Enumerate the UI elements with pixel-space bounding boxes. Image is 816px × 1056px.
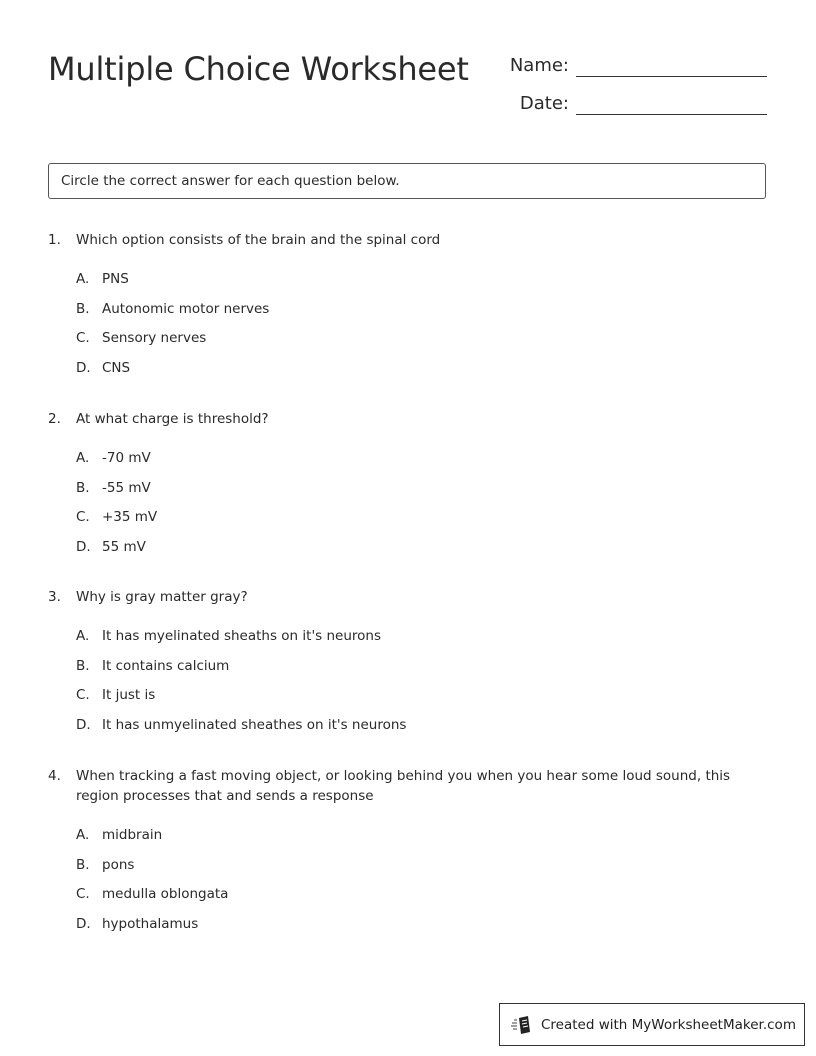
- option-letter: A.: [76, 827, 90, 843]
- question-number: 4.: [48, 768, 61, 784]
- option-text: It just is: [102, 687, 156, 703]
- option-letter: D.: [76, 538, 91, 555]
- question-2: [48, 409, 768, 566]
- options-list: [76, 825, 768, 943]
- name-label: Name:: [509, 55, 569, 76]
- option-text: pons: [102, 856, 135, 873]
- option-letter: C.: [76, 687, 90, 703]
- option-letter: A.: [76, 271, 90, 287]
- option-c: [76, 328, 768, 358]
- option-a: [76, 626, 768, 656]
- option-text: 55 mV: [102, 538, 146, 555]
- name-blank-line: [576, 56, 767, 77]
- question-text: At what charge is threshold?: [76, 411, 269, 427]
- option-text: It contains calcium: [102, 657, 230, 674]
- options-list: [76, 269, 768, 387]
- option-letter: B.: [76, 479, 90, 496]
- option-c: [76, 685, 768, 715]
- option-text: -70 mV: [102, 450, 151, 466]
- option-letter: C.: [76, 886, 90, 902]
- worksheet-maker-logo-icon: [511, 1015, 533, 1035]
- footer-text: Created with MyWorksheetMaker.com: [541, 1016, 796, 1033]
- option-text: hypothalamus: [102, 915, 199, 932]
- option-text: -55 mV: [102, 479, 151, 496]
- option-c: [76, 884, 768, 914]
- question-1: [48, 230, 768, 387]
- option-letter: A.: [76, 450, 90, 466]
- instructions-text: Circle the correct answer for each question below.: [61, 173, 400, 189]
- question-text: Which option consists of the brain and the spinal cord: [76, 232, 441, 248]
- option-d: [76, 914, 768, 944]
- option-letter: C.: [76, 509, 90, 525]
- option-text: Autonomic motor nerves: [102, 300, 270, 317]
- options-list: [76, 448, 768, 566]
- option-text: PNS: [102, 271, 129, 287]
- date-blank-line: [576, 94, 767, 115]
- question-text: When tracking a fast moving object, or looking behind you when you hear some loud sound, this region processes that and sends a response: [76, 768, 731, 804]
- option-letter: D.: [76, 915, 91, 932]
- options-list: [76, 626, 768, 744]
- question-number: 1.: [48, 232, 61, 248]
- option-letter: D.: [76, 359, 91, 376]
- option-a: [76, 825, 768, 855]
- date-field: [499, 93, 767, 115]
- option-b: [76, 478, 768, 508]
- option-text: +35 mV: [102, 509, 158, 525]
- question-number: 2.: [48, 411, 61, 427]
- date-label: Date:: [519, 93, 569, 114]
- option-letter: A.: [76, 628, 90, 644]
- option-text: It has myelinated sheaths on it's neurons: [102, 628, 382, 644]
- option-a: [76, 269, 768, 299]
- option-a: [76, 448, 768, 478]
- name-field: [499, 55, 767, 77]
- option-d: [76, 537, 768, 567]
- instructions-box: [48, 163, 766, 199]
- option-letter: B.: [76, 300, 90, 317]
- option-b: [76, 299, 768, 329]
- option-text: midbrain: [102, 827, 163, 843]
- page-title: Multiple Choice Worksheet: [48, 50, 469, 88]
- created-with-badge: [499, 1003, 805, 1046]
- option-d: [76, 715, 768, 745]
- question-4: [48, 766, 768, 943]
- option-letter: B.: [76, 657, 90, 674]
- option-text: It has unmyelinated sheathes on it's neurons: [102, 716, 407, 733]
- option-text: medulla oblongata: [102, 886, 229, 902]
- question-text: Why is gray matter gray?: [76, 589, 248, 605]
- option-letter: B.: [76, 856, 90, 873]
- option-text: Sensory nerves: [102, 330, 207, 346]
- option-c: [76, 507, 768, 537]
- option-text: CNS: [102, 359, 131, 376]
- option-letter: D.: [76, 716, 91, 733]
- option-letter: C.: [76, 330, 90, 346]
- option-b: [76, 656, 768, 686]
- option-b: [76, 855, 768, 885]
- question-number: 3.: [48, 589, 61, 605]
- question-3: [48, 587, 768, 744]
- option-d: [76, 358, 768, 388]
